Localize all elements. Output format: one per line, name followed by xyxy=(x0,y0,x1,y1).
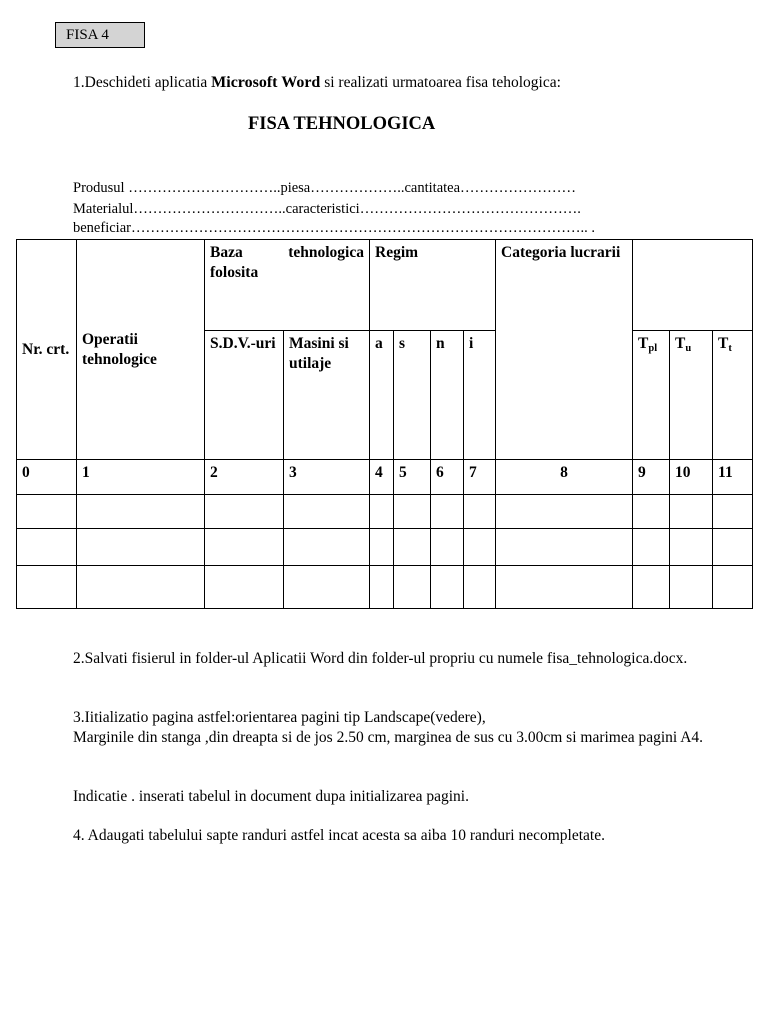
table-cell[interactable] xyxy=(77,529,205,566)
indication-text: Indicatie . inserati tabelul in document dupa initializarea pagini. xyxy=(73,788,469,805)
table-cell[interactable] xyxy=(464,529,496,566)
table-cell[interactable] xyxy=(370,566,394,609)
table-cell[interactable] xyxy=(496,529,633,566)
tech-sheet-table xyxy=(16,239,753,609)
colnum-5: 5 xyxy=(394,460,431,495)
colnum-4: 4 xyxy=(370,460,394,495)
header-categoria: Categoria lucrarii xyxy=(496,240,633,460)
header-operatii: Operatii tehnologice xyxy=(77,240,205,460)
tu-sub: u xyxy=(685,343,692,354)
colnum-10: 10 xyxy=(670,460,713,495)
header-a: a xyxy=(370,331,394,460)
table-cell[interactable] xyxy=(431,495,464,529)
header-tt xyxy=(713,331,753,460)
table-cell[interactable] xyxy=(77,566,205,609)
task-3-line2: Marginile din stanga ,din dreapta si de jos 2.50 cm, marginea de sus cu 3.00cm si marimea pagini A4. xyxy=(73,729,704,746)
table-cell[interactable] xyxy=(17,495,77,529)
table-cell[interactable] xyxy=(633,495,670,529)
header-sdv: S.D.V.-uri xyxy=(205,331,284,460)
intro-after: si realizati urmatoarea fisa tehologica: xyxy=(320,74,561,91)
intro-before: 1.Deschideti aplicatia xyxy=(73,74,212,91)
colnum-6: 6 xyxy=(431,460,464,495)
material-line: Materialul…………………………..caracteristici………………………………………. xyxy=(73,201,581,217)
table-cell[interactable] xyxy=(713,495,753,529)
table-cell[interactable] xyxy=(205,529,284,566)
colnum-2: 2 xyxy=(205,460,284,495)
table-cell[interactable] xyxy=(394,566,431,609)
colnum-0: 0 xyxy=(17,460,77,495)
header-n: n xyxy=(431,331,464,460)
column-number-row xyxy=(17,460,753,495)
colnum-11: 11 xyxy=(713,460,753,495)
table-cell[interactable] xyxy=(17,566,77,609)
table-cell[interactable] xyxy=(370,495,394,529)
table-cell[interactable] xyxy=(496,495,633,529)
table-cell[interactable] xyxy=(670,495,713,529)
tpl-main: T xyxy=(638,335,649,352)
app-name: Microsoft Word xyxy=(211,74,321,91)
colnum-1: 1 xyxy=(77,460,205,495)
table-cell[interactable] xyxy=(284,566,370,609)
header-tpl xyxy=(633,331,670,460)
tpl-sub: pl xyxy=(648,343,658,354)
table-cell[interactable] xyxy=(394,529,431,566)
task-1-text xyxy=(73,74,561,92)
header-masini: Masini si utilaje xyxy=(284,331,370,460)
task-3-line1: 3.Iitializatio pagina astfel:orientarea pagini tip Landscape(vedere), xyxy=(73,709,486,726)
table-row xyxy=(17,566,753,609)
table-cell[interactable] xyxy=(394,495,431,529)
table-cell[interactable] xyxy=(713,529,753,566)
table-cell[interactable] xyxy=(205,566,284,609)
tu-main: T xyxy=(675,335,686,352)
table-cell[interactable] xyxy=(633,529,670,566)
table-cell[interactable] xyxy=(670,529,713,566)
header-baza-label: Baza tehnologica folosita xyxy=(210,244,364,281)
table-cell[interactable] xyxy=(77,495,205,529)
colnum-8: 8 xyxy=(496,460,633,495)
table-cell[interactable] xyxy=(496,566,633,609)
header-tu xyxy=(670,331,713,460)
table-row xyxy=(17,529,753,566)
header-i: i xyxy=(464,331,496,460)
table-cell[interactable] xyxy=(464,495,496,529)
header-s: s xyxy=(394,331,431,460)
product-line: Produsul …………………………..piesa………………..cantitatea…………………… xyxy=(73,180,577,196)
table-cell[interactable] xyxy=(713,566,753,609)
table-cell[interactable] xyxy=(205,495,284,529)
table-cell[interactable] xyxy=(284,495,370,529)
table-cell[interactable] xyxy=(284,529,370,566)
task-2-text: 2.Salvati fisierul in folder-ul Aplicatii Word din folder-ul propriu cu numele fisa_tehnologica.docx. xyxy=(73,650,688,667)
table-cell[interactable] xyxy=(431,529,464,566)
tt-main: T xyxy=(718,335,729,352)
table-cell[interactable] xyxy=(633,566,670,609)
colnum-3: 3 xyxy=(284,460,370,495)
colnum-9: 9 xyxy=(633,460,670,495)
worksheet-badge: FISA 4 xyxy=(55,22,145,48)
table-cell[interactable] xyxy=(370,529,394,566)
tt-sub: t xyxy=(728,343,732,354)
document-title: FISA TEHNOLOGICA xyxy=(248,114,436,134)
beneficiary-line: beneficiar………………………………………………………………………………….. . xyxy=(73,220,595,236)
table-cell[interactable] xyxy=(17,529,77,566)
table-cell[interactable] xyxy=(670,566,713,609)
task-4-text: 4. Adaugati tabelului sapte randuri astfel incat acesta sa aiba 10 randuri necompletate. xyxy=(73,827,605,844)
colnum-7: 7 xyxy=(464,460,496,495)
header-time-group xyxy=(633,240,753,331)
header-baza-tehnologica xyxy=(205,240,370,331)
table-cell[interactable] xyxy=(431,566,464,609)
header-nr-crt: Nr. crt. xyxy=(17,240,77,460)
header-regim: Regim xyxy=(370,240,496,331)
table-cell[interactable] xyxy=(464,566,496,609)
table-row xyxy=(17,495,753,529)
